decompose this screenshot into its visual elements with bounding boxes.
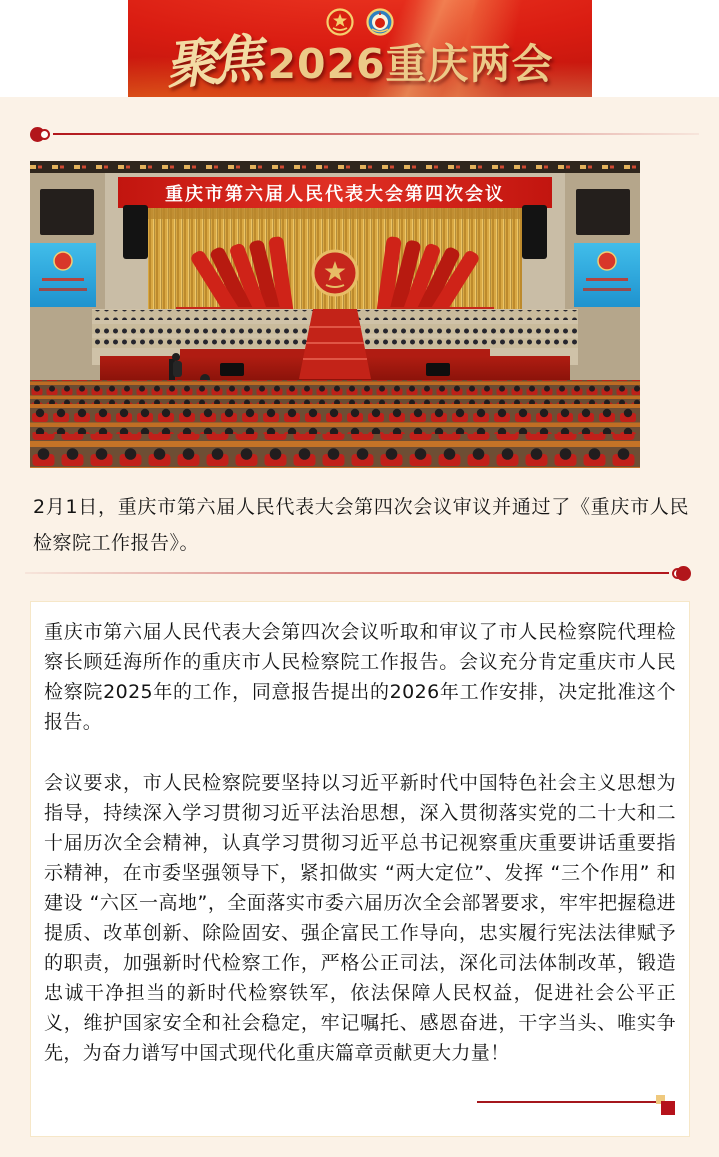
- article-paragraph-2: 会议要求，市人民检察院要坚持以习近平新时代中国特色社会主义思想为指导，持续深入学习贯彻习近平法治思想，深入贯彻落实党的二十大和二十届历次全会精神，认真学习贯彻习近平总书记视察重庆重要讲话重要指示精神，在市委坚强领导下，紧扣做实 “两大定位”、发挥 “三个作用” 和建设 “六区一高地”，全面落实市委六届历次全会部署要求，牢牢把握稳进提质、改革创新、除险固安、强企富民工作导向，忠实履行宪法法律赋予的职责，加强新时代检察工作，严格公正司法，深化司法体制改革，锻造忠诚干净担当的新时代检察铁军，依法保障人民权益，促进社会公平正义，维护国家安全和社会稳定，牢记嘱托、感恩奋进，干字当头、唯实争先，为奋力谱写中国式现代化重庆篇章贡献更大力量！: [44, 772, 676, 1064]
- ornament-red-square: [661, 1101, 675, 1115]
- hall-banner-text: 重庆市第六届人民代表大会第四次会议: [165, 184, 505, 205]
- conference-hall-photo[interactable]: [30, 161, 640, 468]
- article-paragraph-1: 重庆市第六届人民代表大会第四次会议听取和审议了市人民检察院代理检察长顾廷海所作的重庆市人民检察院工作报告。会议充分肯定重庆市人民检察院2025年的工作，同意报告提出的2026年工作安排，决定批准这个报告。: [44, 621, 676, 733]
- divider-dot-filled: [676, 566, 691, 581]
- ornament-line: [477, 1101, 657, 1103]
- divider-line: [53, 133, 699, 135]
- left-screen: [30, 243, 96, 307]
- article-text-box: [30, 601, 690, 1137]
- divider-top: [30, 97, 699, 134]
- divider-dot-outline: [39, 129, 50, 140]
- divider-bottom: [25, 565, 691, 581]
- campaign-banner: [128, 0, 592, 97]
- banner-title-calligraphy: 聚焦: [163, 29, 261, 97]
- right-screen: [574, 243, 640, 307]
- article-body: [0, 97, 719, 1157]
- top-strip: [0, 0, 719, 97]
- divider-line: [25, 572, 669, 574]
- banner-title: [128, 18, 592, 97]
- hall-emblem: [313, 251, 357, 295]
- box-footer-ornament: [44, 1092, 676, 1114]
- banner-title-rest: 2026重庆两会: [267, 40, 554, 88]
- photo-caption: 2月1日，重庆市第六届人民代表大会第四次会议审议并通过了《重庆市人民检察院工作报告》。: [33, 496, 689, 554]
